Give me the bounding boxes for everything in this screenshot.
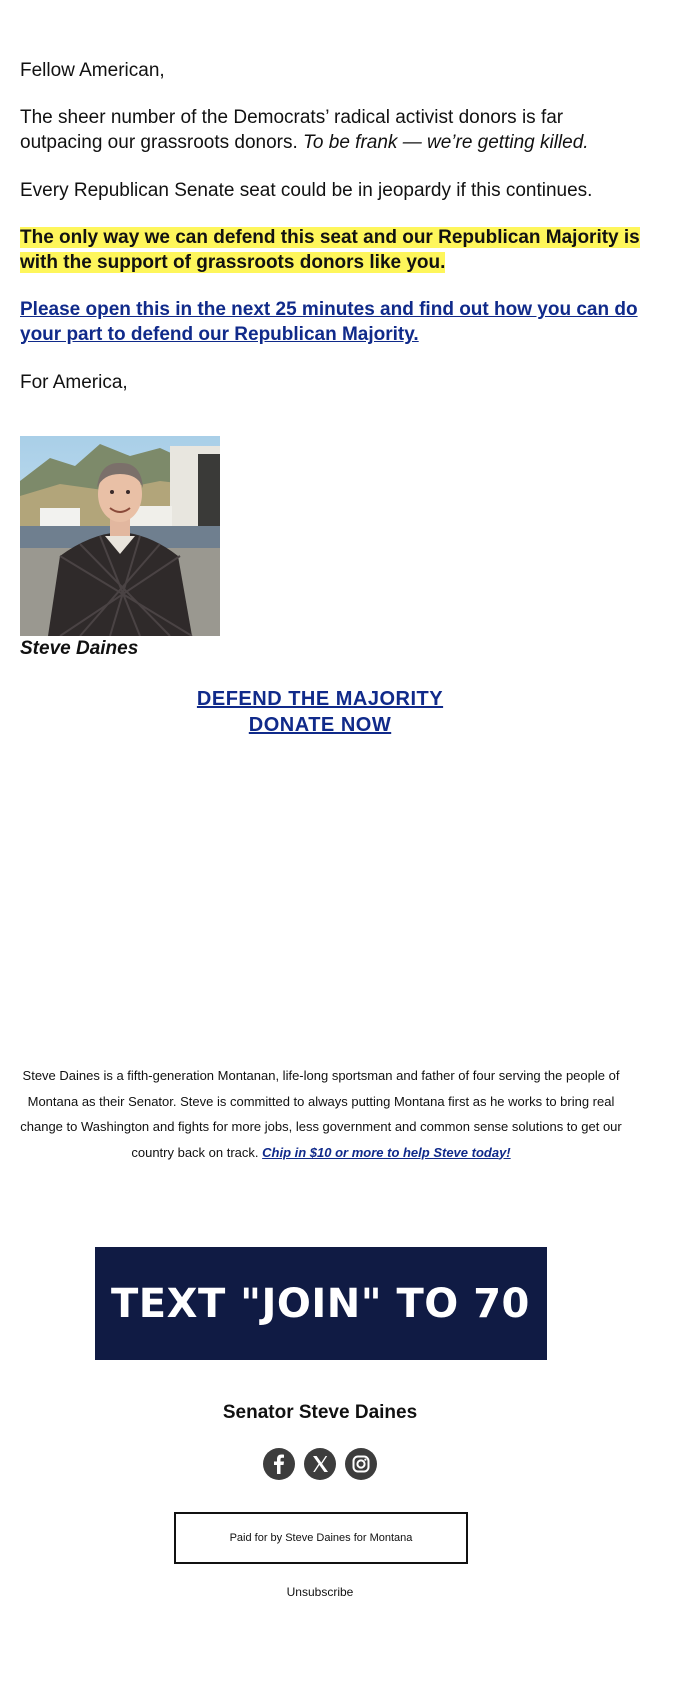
paragraph-donors-text: The sheer number of the Democrats’ radical activist donors is far outpacing our grassroots donors.	[20, 107, 564, 153]
instagram-icon[interactable]	[345, 1448, 377, 1480]
defend-majority-link[interactable]: DEFEND THE MAJORITY	[196, 688, 444, 710]
bio-text: Steve Daines is a fifth-generation Montanan, life-long sportsman and father of four serving the people of Montana as their Senator. Steve is committed to always putting Montana first as he works to bring real change to Washington and fights for more jobs, less government and common sense solutions to get our country back on track.	[20, 1068, 622, 1160]
open-now-link[interactable]: Please open this in the next 25 minutes and find out how you can do your part to defend our Republican Majority.	[20, 299, 638, 345]
highlight-paragraph	[20, 225, 640, 275]
greeting: Fellow American,	[20, 60, 165, 81]
highlight-text: The only way we can defend this seat and our Republican Majority is with the support of grassroots donors like you.	[20, 227, 640, 273]
banner-text: TEXT "JOIN" TO 70	[111, 1280, 530, 1327]
senator-photo	[20, 436, 220, 636]
text-join-banner[interactable]	[95, 1247, 547, 1360]
donate-now-link[interactable]: DONATE NOW	[248, 714, 392, 736]
chip-in-link[interactable]: Chip in $10 or more to help Steve today!	[262, 1144, 511, 1160]
footer-senator-name: Senator Steve Daines	[222, 1402, 418, 1423]
donate-cta	[0, 686, 640, 738]
social-links	[0, 1448, 640, 1480]
senator-photo-illustration	[20, 436, 220, 636]
signoff: For America,	[20, 372, 128, 393]
signature: Steve Daines	[20, 638, 139, 659]
paid-for-box	[174, 1512, 468, 1564]
facebook-icon[interactable]	[263, 1448, 295, 1480]
x-icon[interactable]	[304, 1448, 336, 1480]
paragraph-jeopardy: Every Republican Senate seat could be in jeopardy if this continues.	[20, 180, 593, 201]
paid-for-text: Paid for by Steve Daines for Montana	[229, 1532, 413, 1544]
cta-paragraph	[20, 297, 640, 347]
unsubscribe-link[interactable]: Unsubscribe	[286, 1585, 354, 1599]
paragraph-donors	[20, 105, 640, 155]
paragraph-donors-italic: To be frank — we’re getting killed.	[297, 132, 589, 153]
bio-paragraph	[20, 1063, 622, 1165]
